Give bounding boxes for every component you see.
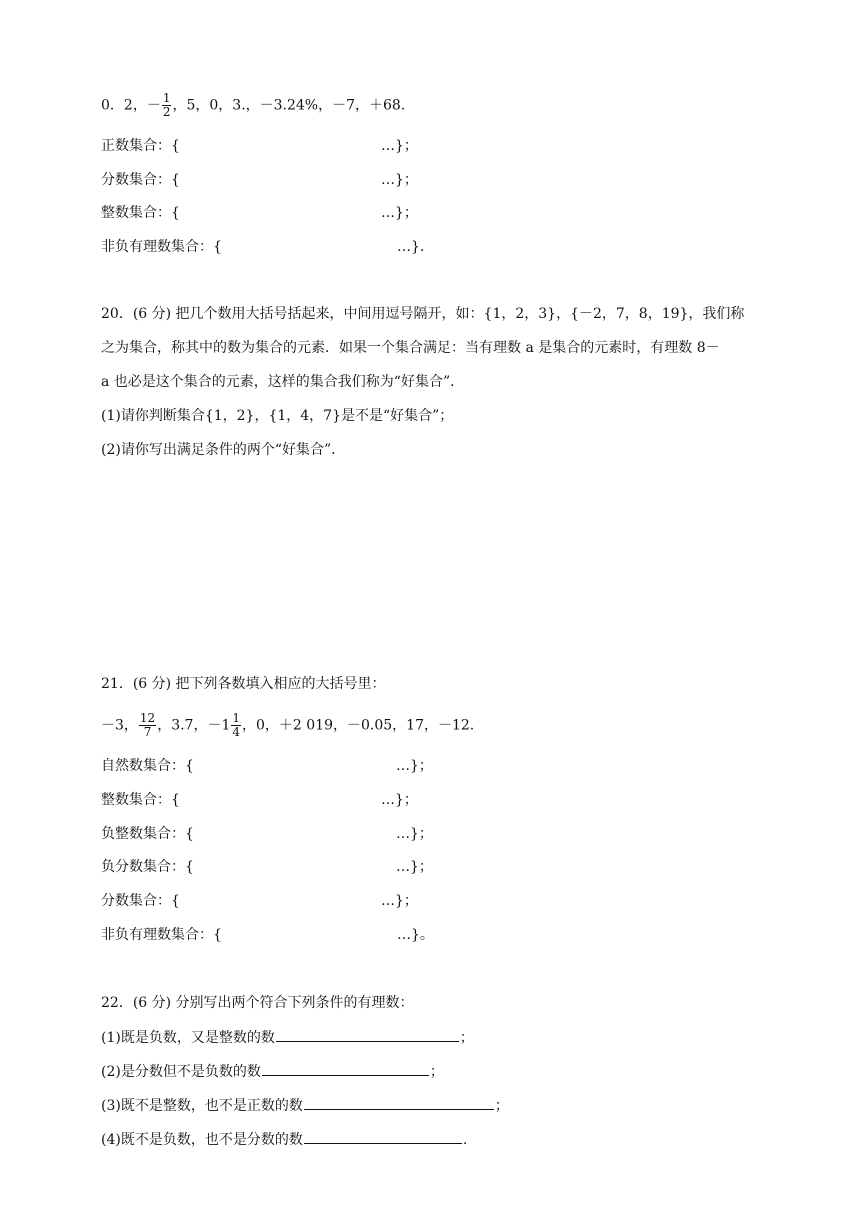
q19-fraction: $\frac{1}{2}$ <box>162 91 171 119</box>
q19-set-label: 分数集合：{ <box>101 172 180 188</box>
q21-set-label: 负分数集合：{ <box>101 859 194 875</box>
q22-item-text: (4)既不是负数，也不是分数的数 <box>101 1132 303 1148</box>
q21-set-label: 自然数集合：{ <box>101 758 194 774</box>
q22-item-text: (3)既不是整数，也不是正数的数 <box>101 1098 303 1114</box>
q22-item: (4)既不是负数，也不是分数的数 . <box>101 1128 467 1150</box>
q19-set-label: 整数集合：{ <box>101 205 180 221</box>
q19-set-end: …}. <box>397 239 425 255</box>
q21-numbers-part-1: －3， <box>101 717 138 734</box>
q22-item: (3)既不是整数，也不是正数的数 ； <box>101 1094 509 1116</box>
q21-numbers-part-3: ，0，＋2 019，－0.05，17，－12. <box>242 717 475 734</box>
q20-line-3: a 也必是这个集合的元素，这样的集合我们称为“好集合”． <box>101 374 465 390</box>
answer-blank[interactable] <box>262 1060 429 1076</box>
q22-item-text: (2)是分数但不是负数的数 <box>101 1064 261 1080</box>
q21-fraction: $\frac{12}{7}$ <box>139 711 156 739</box>
q21-set-label: 整数集合：{ <box>101 792 180 808</box>
q19-number-list <box>101 92 405 119</box>
q22-item-text: (1)既是负数，又是整数的数 <box>101 1030 275 1046</box>
q20-line-2: 之为集合，称其中的数为集合的元素．如果一个集合满足：当有理数 a 是集合的元素时，有理数 8－ <box>101 340 720 356</box>
q19-set-end: …}； <box>381 138 418 154</box>
q20-line-1: 20．(6 分) 把几个数用大括号括起来，中间用逗号隔开，如：{1，2，3}，{－2，7，8，19}，我们称 <box>101 306 745 322</box>
q21-set-label: 负整数集合：{ <box>101 826 194 842</box>
q21-set-end: …}； <box>381 893 418 909</box>
q21-set-end: …}； <box>396 758 433 774</box>
q19-set-end: …}； <box>381 172 418 188</box>
q19-set-label: 正数集合：{ <box>101 138 180 154</box>
q21-set-end: …}； <box>381 792 418 808</box>
q19-set-label: 非负有理数集合：{ <box>101 239 222 255</box>
answer-blank[interactable] <box>276 1026 459 1042</box>
q22-title: 22．(6 分) 分别写出两个符合下列条件的有理数： <box>101 995 414 1011</box>
q21-set-end: …}； <box>396 826 433 842</box>
q21-set-label: 非负有理数集合：{ <box>101 927 222 943</box>
q21-set-end: …}。 <box>397 927 434 943</box>
q21-number-list <box>101 712 474 739</box>
q21-numbers-part-2: ，3.7，－1 <box>157 717 231 734</box>
answer-blank[interactable] <box>304 1128 462 1144</box>
q20-subquestion-1: (1)请你判断集合{1，2}，{1，4，7}是不是“好集合”； <box>101 408 454 424</box>
q19-numbers-part-a: 0．2，－ <box>101 97 161 114</box>
answer-blank[interactable] <box>304 1094 494 1110</box>
q20-subquestion-2: (2)请你写出满足条件的两个“好集合”． <box>101 442 346 458</box>
q19-numbers-part-b: ，5，0，3.，－3.24%，－7，＋68. <box>172 97 406 114</box>
q22-item: (2)是分数但不是负数的数 ； <box>101 1060 444 1082</box>
q19-set-end: …}； <box>381 205 418 221</box>
q21-set-end: …}； <box>396 859 433 875</box>
q21-mixed-fraction: $\frac{1}{4}$ <box>232 711 241 739</box>
q21-title: 21．(6 分) 把下列各数填入相应的大括号里： <box>101 676 386 692</box>
q22-item: (1)既是负数，又是整数的数 ； <box>101 1026 474 1048</box>
q21-set-label: 分数集合：{ <box>101 893 180 909</box>
